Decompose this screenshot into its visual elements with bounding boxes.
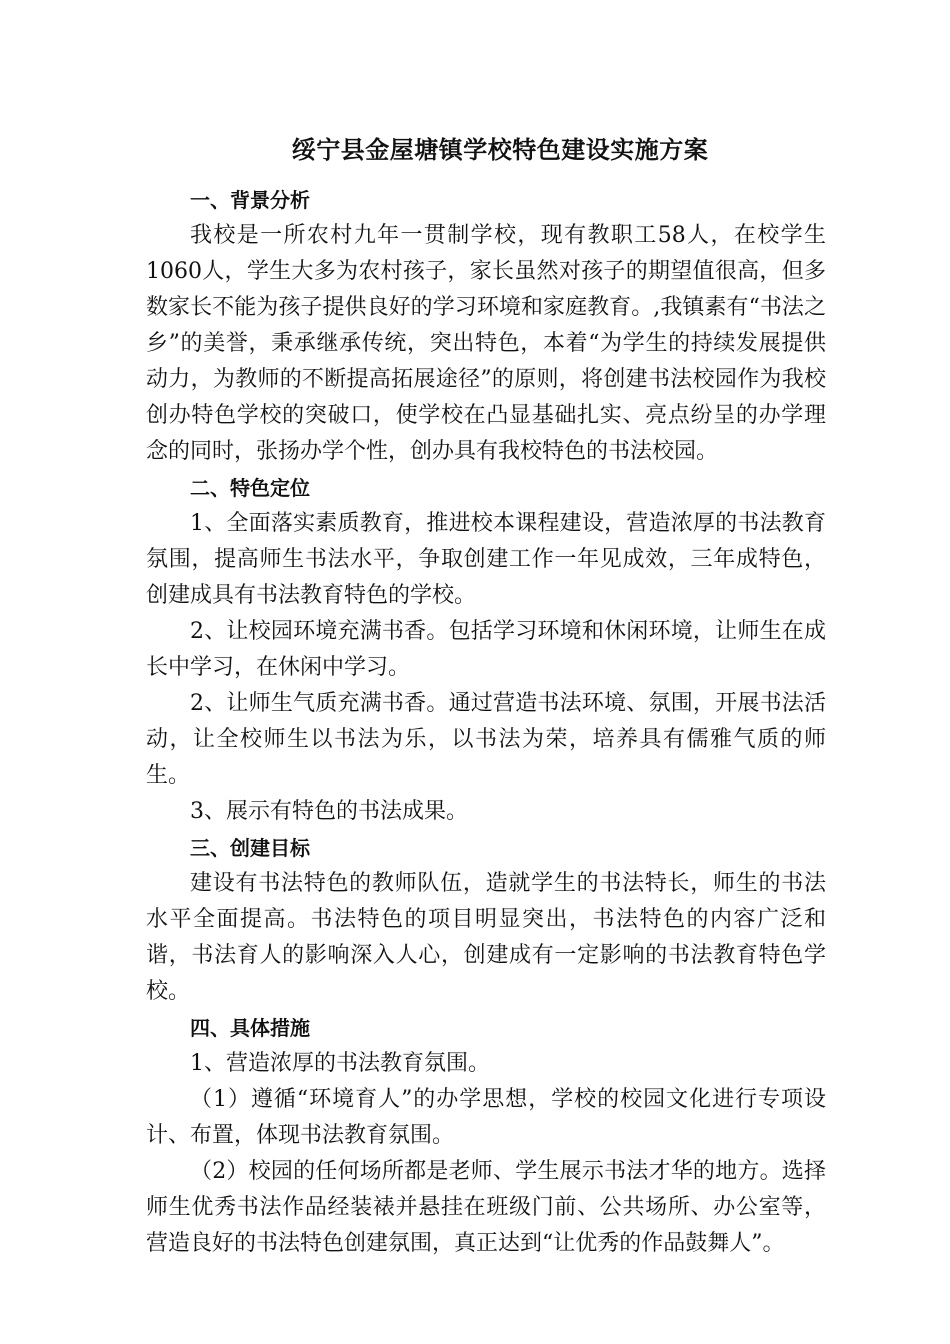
positioning-paragraph-2: 2、让校园环境充满书香。包括学习环境和休闲环境，让师生在成长中学习，在休闲中学习。 <box>146 619 826 680</box>
section-heading-measures: 四、具体措施 <box>190 1016 310 1040</box>
section-heading-goals: 三、创建目标 <box>190 836 310 860</box>
positioning-paragraph-3: 2、让师生气质充满书香。通过营造书法环境、氛围，开展书法活动，让全校师生以书法为乐，以书法为荣，培养具有儒雅气质的师生。 <box>146 691 826 788</box>
section-heading-background: 一、背景分析 <box>190 188 310 212</box>
background-paragraph: 我校是一所农村九年一贯制学校，现有教职工58人，在校学生1060人，学生大多为农村孩子，家长虽然对孩子的期望值很高，但多数家长不能为孩子提供良好的学习环境和家庭教育。,我镇素有“书法之乡”的美誉，秉承继承传统，突出特色，本着“为学生的持续发展提供动力，为教师的不断提高拓展途径”的原则，将创建书法校园作为我校创办特色学校的突破口，使学校在凸显基础扎实、亮点纷呈的办学理念的同时，张扬办学个性，创办具有我校特色的书法校园。 <box>146 223 826 464</box>
measures-paragraph-1: 1、营造浓厚的书法教育氛围。 <box>190 1051 490 1076</box>
section-heading-positioning: 二、特色定位 <box>190 476 310 500</box>
document-title: 绥宁县金屋塘镇学校特色建设实施方案 <box>291 136 709 164</box>
positioning-paragraph-1: 1、全面落实素质教育，推进校本课程建设，营造浓厚的书法教育氛围，提高师生书法水平，争取创建工作一年见成效，三年成特色，创建成具有书法教育特色的学校。 <box>146 511 826 608</box>
positioning-paragraph-4: 3、展示有特色的书法成果。 <box>190 799 468 824</box>
goals-paragraph: 建设有书法特色的教师队伍，造就学生的书法特长，师生的书法水平全面提高。书法特色的项目明显突出，书法特色的内容广泛和谐，书法育人的影响深入人心，创建成有一定影响的书法教育特色学校。 <box>146 871 826 1004</box>
document-body <box>146 182 826 1262</box>
measures-paragraph-3: （2）校园的任何场所都是老师、学生展示书法才华的地方。选择师生优秀书法作品经装裱并悬挂在班级门前、公共场所、办公室等，营造良好的书法特色创建氛围，真正达到“让优秀的作品鼓舞人”。 <box>146 1159 826 1256</box>
measures-paragraph-2: （1）遵循“环境育人”的办学思想，学校的校园文化进行专项设计、布置，体现书法教育氛围。 <box>146 1087 826 1148</box>
